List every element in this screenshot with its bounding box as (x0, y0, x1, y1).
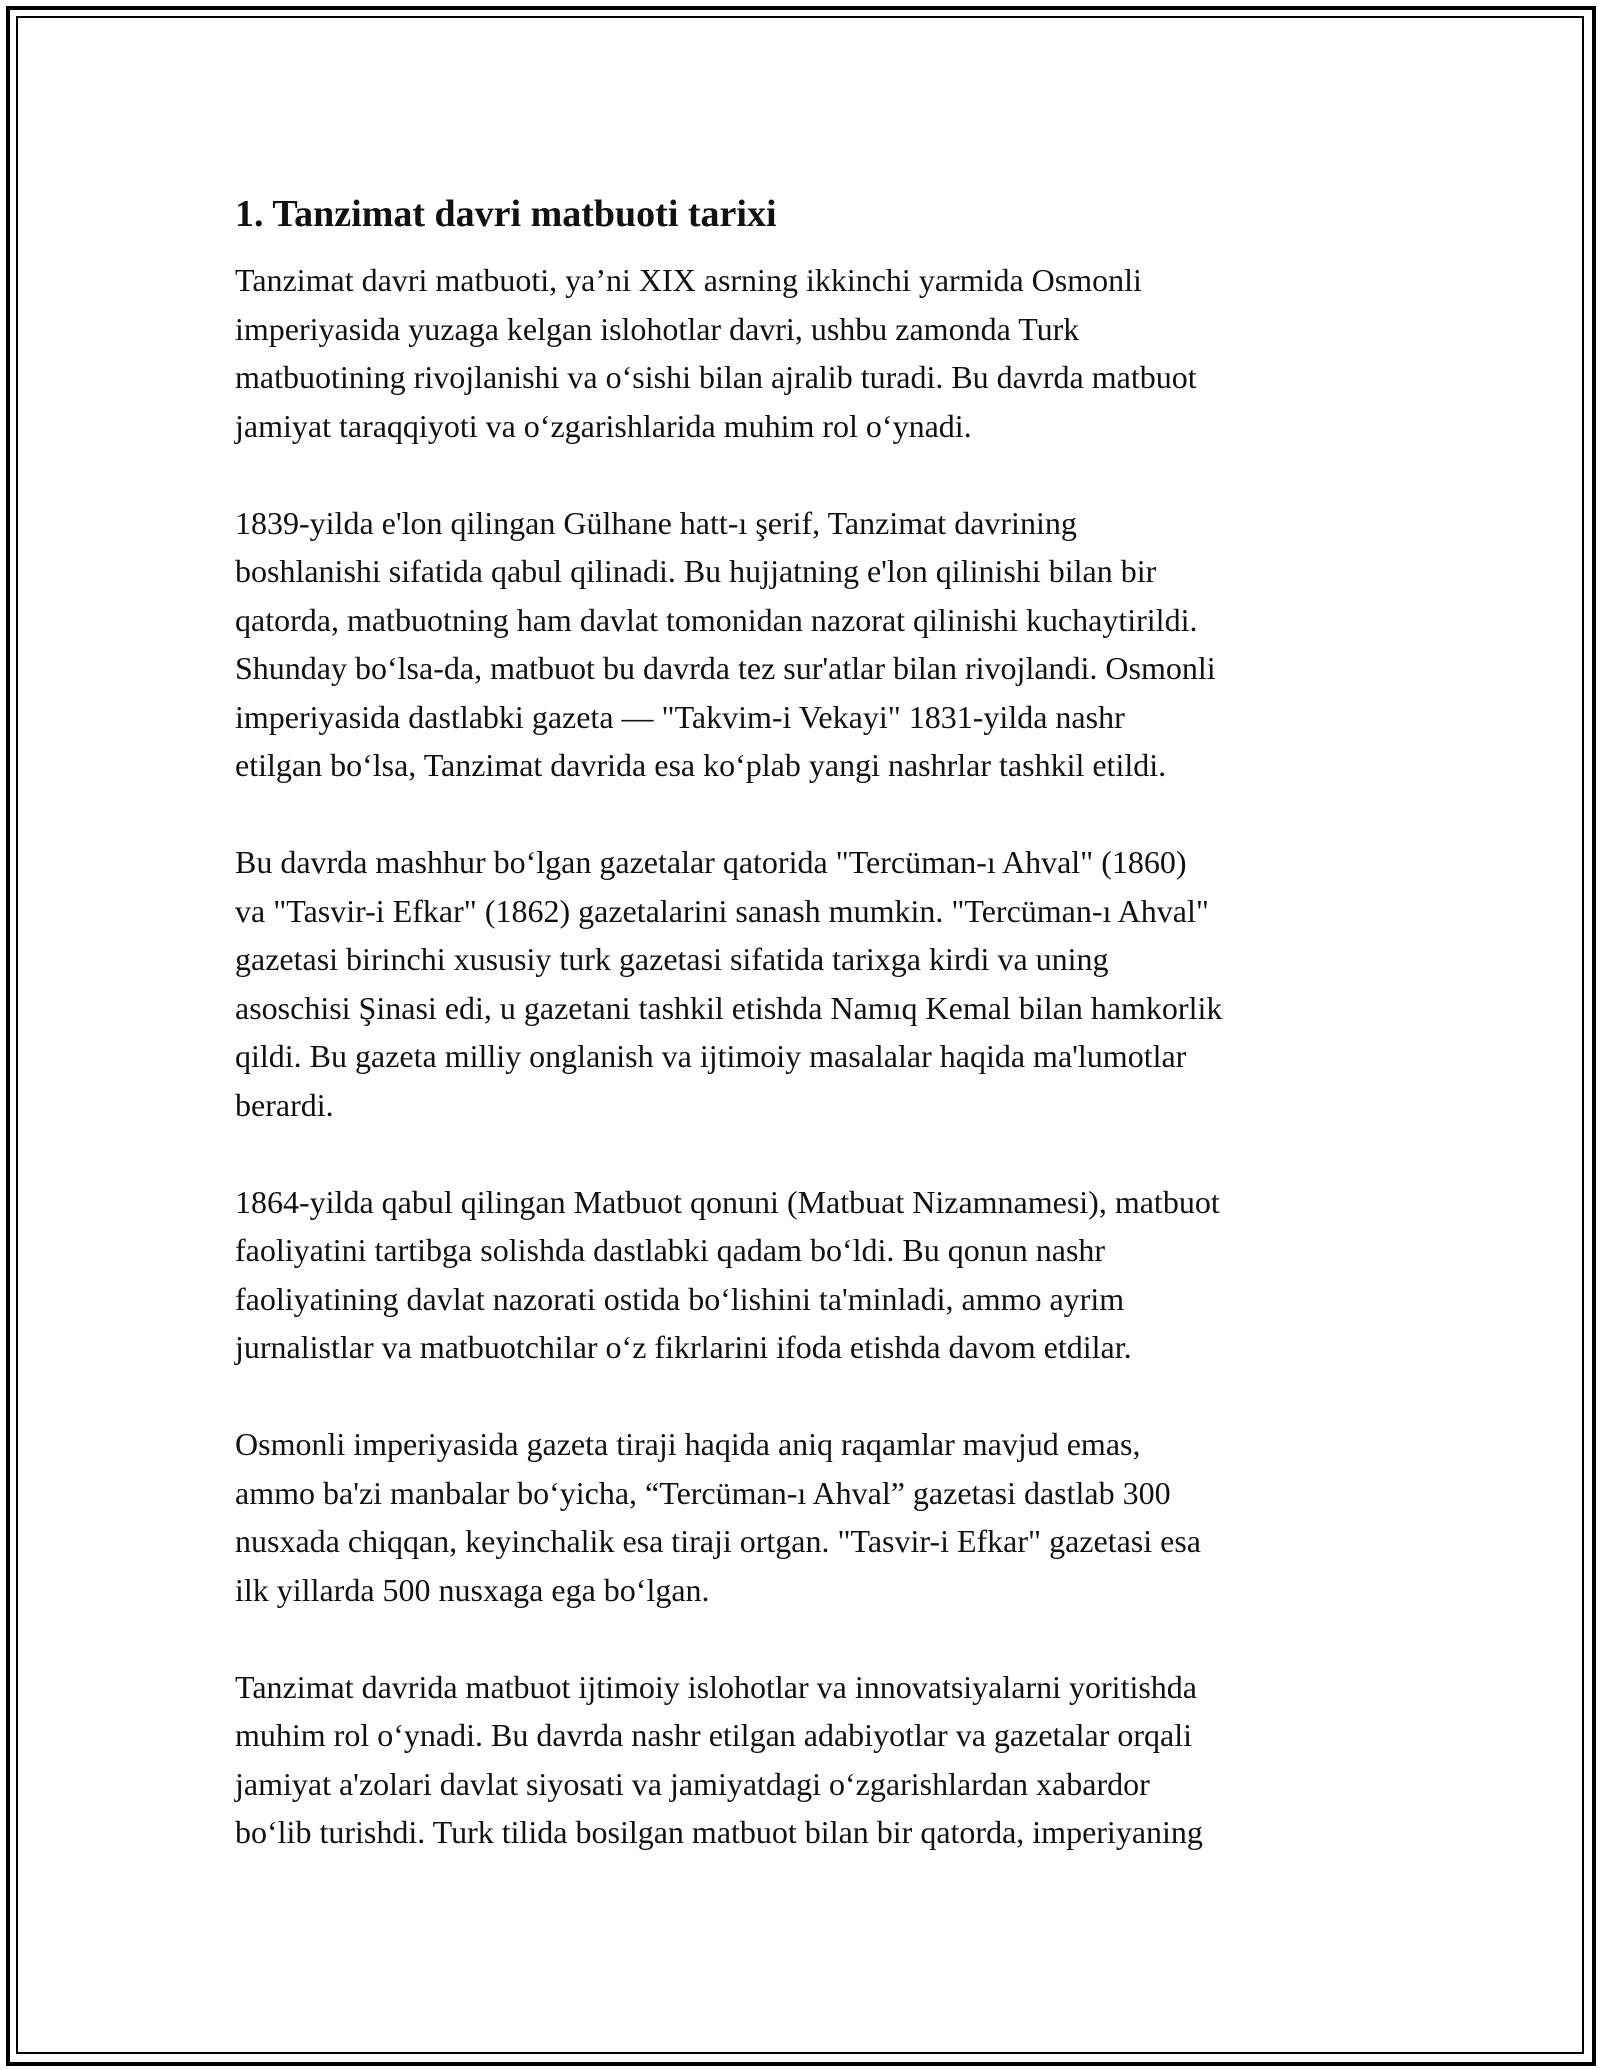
document-body (235, 188, 1390, 1905)
paragraph-gulhane-edict: 1839-yilda e'lon qilingan Gülhane hatt-ı şerif, Tanzimat davrining boshlanishi sifatida qabul qilinadi. Bu hujjatning e'lon qilinishi bilan bir qatorda, matbuotning ham davlat tomonidan nazorat qilinishi kuchaytirildi. Shunday bo‘lsa-da, matbuot bu davrda tez sur'atlar bilan rivojlandi. Osmonli imperiyasida dastlabki gazeta — "Takvim-i Vekayi" 1831-yilda nashr etilgan bo‘lsa, Tanzimat davrida esa ko‘plab yangi nashrlar tashkil etildi. (235, 504, 1216, 783)
paragraph-intro: Tanzimat davri matbuoti, ya’ni XIX asrning ikkinchi yarmida Osmonli imperiyasida yuzaga kelgan islohotlar davri, ushbu zamonda Turk matbuotining rivojlanishi va o‘sishi bilan ajralib turadi. Bu davrda matbuot jamiyat taraqqiyoti va o‘zgarishlarida muhim rol o‘ynadi. (235, 262, 1197, 444)
document-title: 1. Tanzimat davri matbuoti tarixi (235, 193, 777, 235)
paragraph-circulation: Osmonli imperiyasida gazeta tiraji haqida aniq raqamlar mavjud emas, ammo ba'zi manbalar bo‘yicha, “Tercüman-ı Ahval” gazetasi dastlab 300 nusxada chiqqan, keyinchalik esa tiraji ortgan. "Tasvir-i Efkar" gazetasi esa ilk yillarda 500 nusxaga ega bo‘lgan. (235, 1426, 1201, 1608)
paragraph-press-law: 1864-yilda qabul qilingan Matbuot qonuni (Matbuat Nizamnamesi), matbuot faoliyatini tartibga solishda dastlabki qadam bo‘ldi. Bu qonun nashr faoliyatining davlat nazorati ostida bo‘lishini ta'minladi, ammo ayrim jurnalistlar va matbuotchilar o‘z fikrlarini ifoda etishda davom etdilar. (235, 1183, 1220, 1365)
paragraph-newspapers: Bu davrda mashhur bo‘lgan gazetalar qatorida "Tercüman-ı Ahval" (1860) va "Tasvir-i Efkar" (1862) gazetalarini sanash mumkin. "Tercüman-ı Ahval" gazetasi birinchi xususiy turk gazetasi sifatida tarixga kirdi va uning asoschisi Şinasi edi, u gazetani tashkil etishda Namıq Kemal bilan hamkorlik qildi. Bu gazeta milliy onglanish va ijtimoiy masalalar haqida ma'lumotlar berardi. (235, 844, 1223, 1123)
paragraph-social-role: Tanzimat davrida matbuot ijtimoiy islohotlar va innovatsiyalarni yoritishda muhim rol o‘ynadi. Bu davrda nashr etilgan adabiyotlar va gazetalar orqali jamiyat a'zolari davlat siyosati va jamiyatdagi o‘zgarishlardan xabardor bo‘lib turishdi. Turk tilida bosilgan matbuot bilan bir qatorda, imperiyaning (235, 1668, 1203, 1850)
